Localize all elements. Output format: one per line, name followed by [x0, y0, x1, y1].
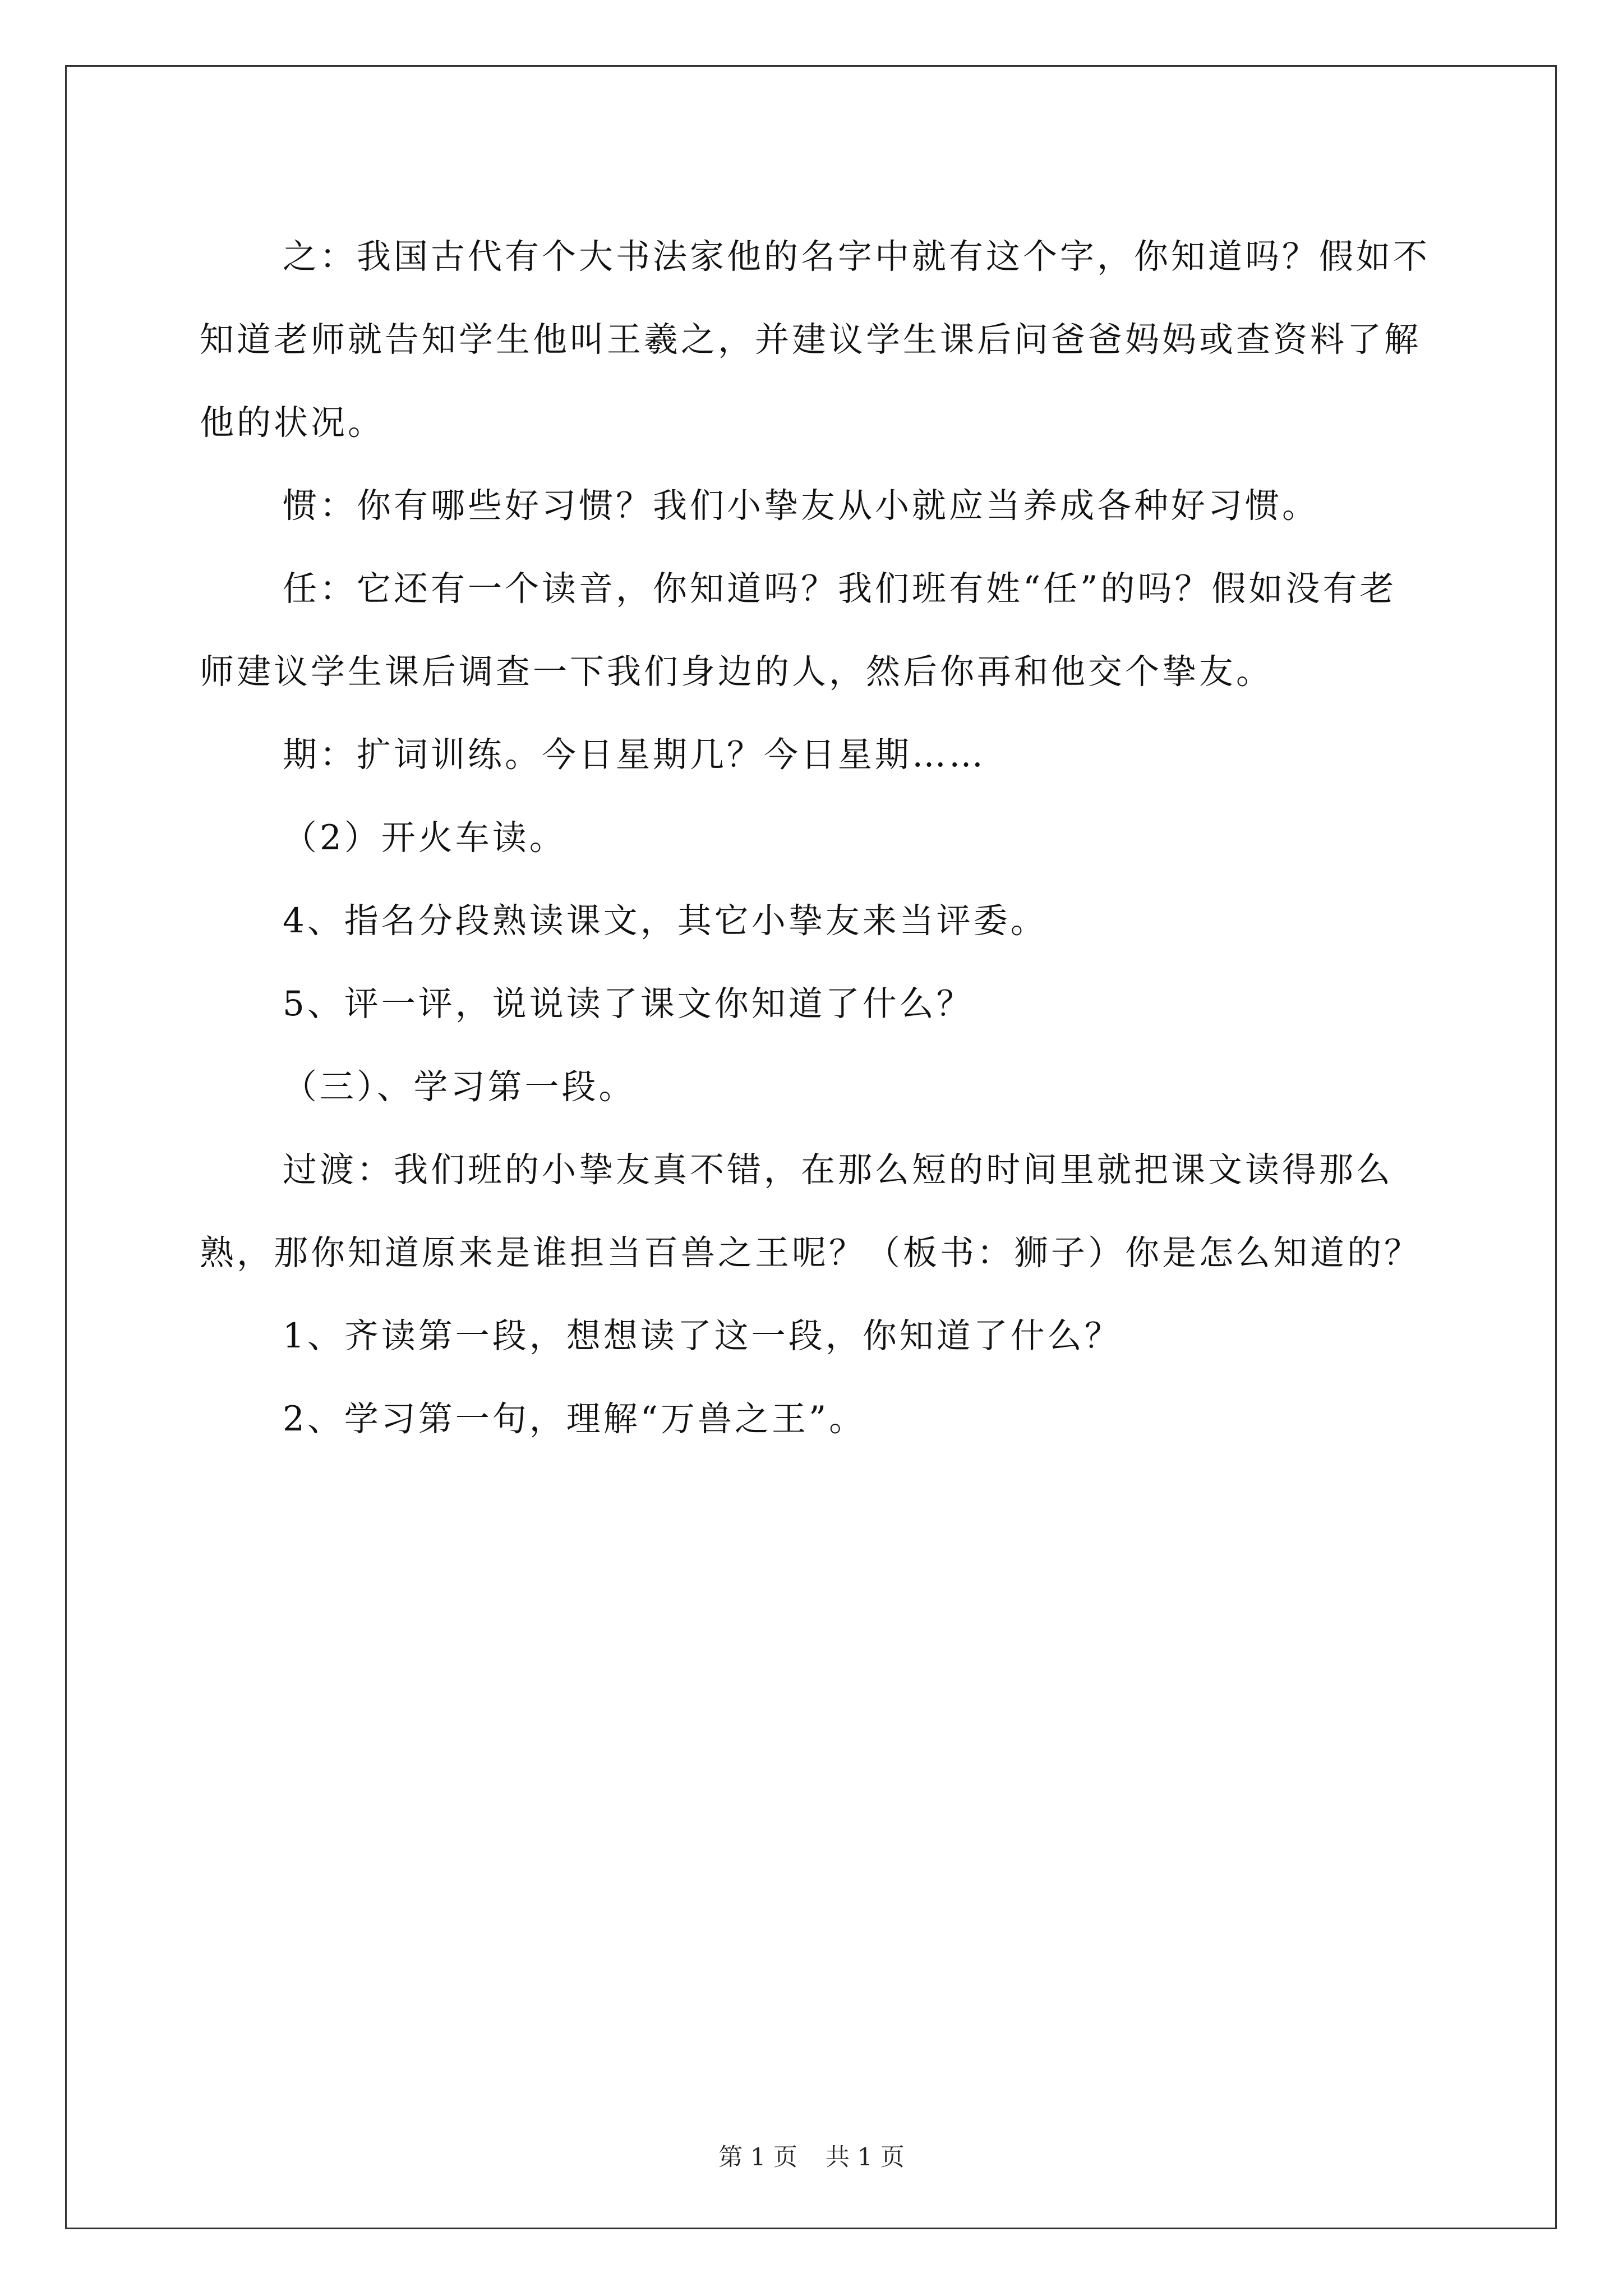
paragraph-item-1: 1、齐读第一段，想想读了这一段，你知道了什么？ [283, 1316, 1122, 1356]
page-total: 共 1 页 [826, 2143, 905, 2171]
page-number: 第 1 页 [718, 2143, 797, 2171]
paragraph-step-4: 4、指名分段熟读课文，其它小挚友来当评委。 [283, 901, 1048, 941]
page-footer [0, 2138, 1623, 2173]
paragraph-step-5: 5、评一评，说说读了课文你知道了什么？ [283, 984, 974, 1024]
paragraph-transition: 过渡：我们班的小挚友真不错，在那么短的时间里就把课文读得那么熟，那你知道原来是谁担当百兽之王呢？（板书：狮子）你是怎么知道的？ [200, 1150, 1422, 1273]
paragraph-item-2: 2、学习第一句，理解“万兽之王”。 [283, 1399, 866, 1439]
document-body [200, 215, 1433, 1461]
paragraph-guan: 惯：你有哪些好习惯？我们小挚友从小就应当养成各种好习惯。 [283, 486, 1320, 526]
paragraph-qi: 期：扩词训练。今日星期几？今日星期…… [283, 735, 986, 775]
paragraph-train-reading: （2）开火车读。 [283, 818, 566, 858]
paragraph-ren: 任：它还有一个读音，你知道吗？我们班有姓“任”的吗？假如没有老师建议学生课后调查一下我们身边的人，然后你再和他交个挚友。 [200, 569, 1397, 692]
paragraph-zhi: 之：我国古代有个大书法家他的名字中就有这个字，你知道吗？假如不知道老师就告知学生他叫王羲之，并建议学生课后问爸爸妈妈或查资料了解他的状况。 [200, 237, 1431, 443]
section-heading-3: （三）、学习第一段。 [283, 1067, 636, 1107]
